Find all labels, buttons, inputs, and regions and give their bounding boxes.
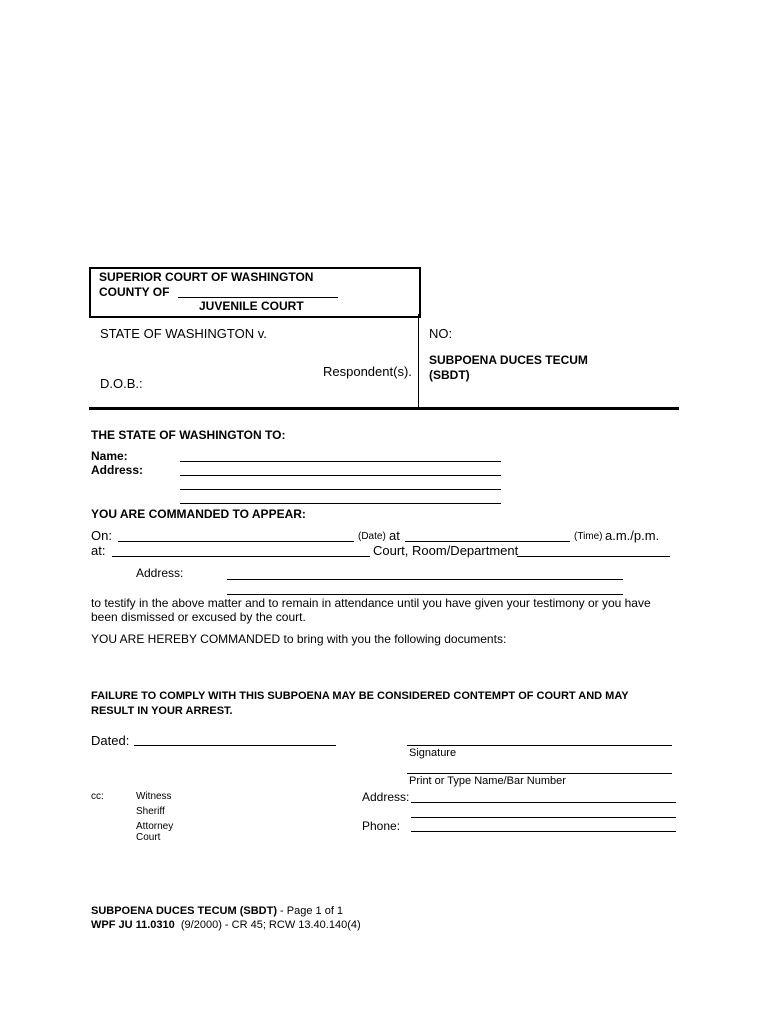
date-field[interactable]	[118, 541, 354, 542]
time-caption: (Time)	[574, 531, 603, 542]
cc-sheriff: Sheriff	[136, 806, 165, 817]
appear-address-line-1[interactable]	[227, 579, 623, 580]
cc-witness: Witness	[136, 791, 172, 802]
attorney-address-line-2[interactable]	[411, 817, 676, 818]
appear-address-line-2[interactable]	[227, 594, 623, 595]
cc-court: Court	[136, 832, 161, 843]
documents-command-text: YOU ARE HEREBY COMMANDED to bring with you the following documents:	[91, 632, 507, 646]
respondent-label: Respondent(s).	[323, 364, 412, 379]
dated-field[interactable]	[134, 745, 336, 746]
address-field-line-2[interactable]	[180, 489, 501, 490]
testify-text-line-1: to testify in the above matter and to remain in attendance until you have given your testimony or you have	[91, 596, 651, 610]
date-caption: (Date)	[358, 531, 386, 542]
caption-bottom-rule	[89, 407, 679, 410]
warning-line-2: RESULT IN YOUR ARREST.	[91, 705, 233, 717]
signature-line[interactable]	[407, 745, 672, 746]
name-label: Name:	[91, 449, 128, 463]
footer-title: SUBPOENA DUCES TECUM (SBDT)	[91, 905, 277, 917]
cc-label: cc:	[91, 791, 104, 802]
county-label: COUNTY OF	[99, 285, 170, 299]
address-field-line-3[interactable]	[180, 503, 501, 504]
juvenile-court-label: JUVENILE COURT	[199, 299, 304, 313]
court-name: SUPERIOR COURT OF WASHINGTON	[99, 270, 314, 284]
court-room-label: Court, Room/Department	[373, 543, 519, 558]
print-name-line[interactable]	[407, 773, 672, 774]
state-v-label: STATE OF WASHINGTON v.	[100, 326, 267, 341]
appear-address-label: Address:	[136, 566, 184, 580]
dob-label: D.O.B.:	[100, 376, 143, 391]
time-field[interactable]	[405, 541, 570, 542]
ampm-label: a.m./p.m.	[605, 528, 660, 543]
warning-line-1: FAILURE TO COMPLY WITH THIS SUBPOENA MAY BE CONSIDERED CONTEMPT OF COURT AND MAY	[91, 690, 629, 702]
court-field[interactable]	[112, 556, 370, 557]
at-label: at:	[91, 543, 106, 558]
room-department-field[interactable]	[517, 556, 670, 557]
appear-heading: YOU ARE COMMANDED TO APPEAR:	[91, 507, 306, 521]
attorney-address-line-1[interactable]	[411, 802, 676, 803]
footer-form-citation: (9/2000) - CR 45; RCW 13.40.140(4)	[174, 919, 361, 931]
print-name-caption: Print or Type Name/Bar Number	[409, 775, 566, 787]
address-label: Address:	[91, 463, 144, 477]
phone-label: Phone:	[362, 819, 401, 833]
at-word: at	[389, 528, 400, 543]
attorney-address-label: Address:	[362, 790, 410, 804]
county-blank[interactable]	[178, 297, 338, 298]
testify-text-line-2: been dismissed or excused by the court.	[91, 610, 306, 624]
caption-divider	[418, 314, 419, 408]
footer-form-number: WPF JU 11.0310	[91, 919, 175, 931]
phone-field[interactable]	[411, 831, 676, 832]
footer-form-line	[91, 919, 361, 931]
document-abbrev: (SBDT)	[429, 368, 470, 382]
name-field[interactable]	[180, 461, 501, 462]
footer-page: - Page 1 of 1	[277, 905, 344, 917]
dated-label: Dated:	[91, 733, 130, 748]
on-label: On:	[91, 528, 112, 543]
address-field-line-1[interactable]	[180, 475, 501, 476]
case-number-label: NO:	[429, 326, 453, 341]
document-title: SUBPOENA DUCES TECUM	[429, 353, 588, 367]
cc-attorney: Attorney	[136, 821, 174, 832]
footer-title-line	[91, 905, 343, 917]
to-heading: THE STATE OF WASHINGTON TO:	[91, 428, 286, 442]
signature-caption: Signature	[409, 747, 457, 759]
